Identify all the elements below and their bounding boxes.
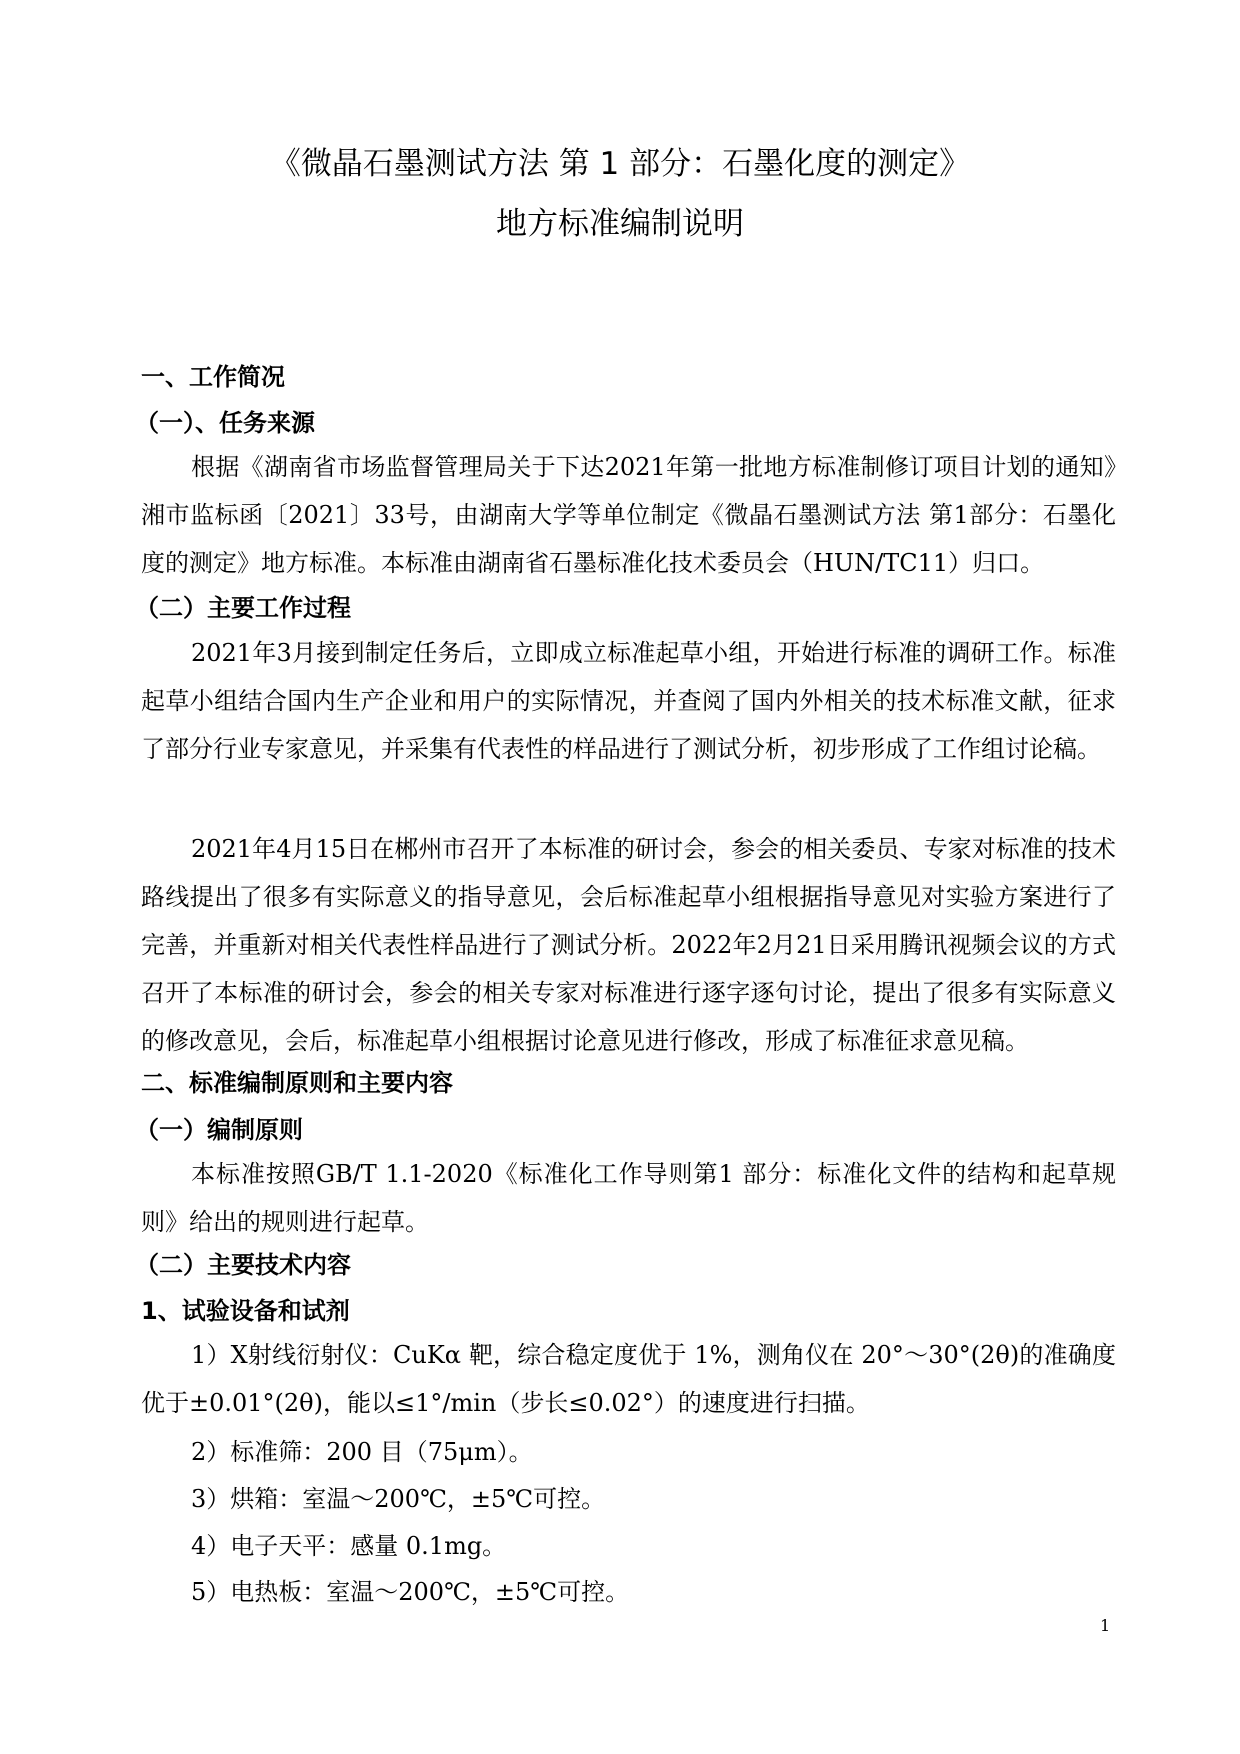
section-heading-2: 二、标准编制原则和主要内容 bbox=[141, 1069, 453, 1097]
page-number: 1 bbox=[1100, 1616, 1111, 1635]
paragraph-work-process-1: 2021年3月接到制定任务后，立即成立标准起草小组，开始进行标准的调研工作。标准起草小组结合国内生产企业和用户的实际情况，并查阅了国内外相关的技术标准文献，征求了部分行业专家意见，并采集有代表性的样品进行了测试分析，初步形成了工作组讨论稿。 bbox=[141, 639, 1116, 763]
subsection-heading-task-source: （一）、任务来源 bbox=[135, 409, 315, 437]
subsection-heading-technical-content: （二）主要技术内容 bbox=[135, 1251, 351, 1279]
paragraph-principles: 本标准按照GB/T 1.1-2020《标准化工作导则第1 部分：标准化文件的结构和起草规则》给出的规则进行起草。 bbox=[141, 1160, 1116, 1236]
section-heading-1: 一、工作简况 bbox=[141, 363, 285, 391]
document-subtitle: 地方标准编制说明 bbox=[496, 206, 744, 242]
list-item-oven: 3）烘箱：室温～200℃，±5℃可控。 bbox=[191, 1485, 606, 1513]
list-item-hotplate: 5）电热板：室温～200℃，±5℃可控。 bbox=[191, 1578, 630, 1606]
list-item-xrd: 1）X射线衍射仪：CuKα 靶，综合稳定度优于 1%，测角仪在 20°～30°(2θ)的准确度优于±0.01°(2θ)，能以≤1°/min（步长≤0.02°）的速度进行扫描。 bbox=[141, 1341, 1116, 1417]
subsection-heading-principles: （一）编制原则 bbox=[135, 1116, 303, 1144]
document-title: 《微晶石墨测试方法 第 1 部分：石墨化度的测定》 bbox=[269, 146, 971, 182]
list-item-balance: 4）电子天平：感量 0.1mg。 bbox=[191, 1532, 507, 1560]
item-heading-equipment: 1、试验设备和试剂 bbox=[141, 1297, 350, 1325]
paragraph-task-source: 根据《湖南省市场监督管理局关于下达2021年第一批地方标准制修订项目计划的通知》湘市监标函〔2021〕33号，由湖南大学等单位制定《微晶石墨测试方法 第1部分：石墨化度的测定》地方标准。本标准由湖南省石墨标准化技术委员会（HUN/TC11）归口。 bbox=[141, 453, 1116, 577]
subsection-heading-work-process: （二）主要工作过程 bbox=[135, 594, 351, 622]
list-item-sieve: 2）标准筛：200 目（75μm）。 bbox=[191, 1438, 533, 1466]
paragraph-work-process-2: 2021年4月15日在郴州市召开了本标准的研讨会，参会的相关委员、专家对标准的技术路线提出了很多有实际意义的指导意见，会后标准起草小组根据指导意见对实验方案进行了完善，并重新对相关代表性样品进行了测试分析。2022年2月21日采用腾讯视频会议的方式召开了本标准的研讨会，参会的相关专家对标准进行逐字逐句讨论，提出了很多有实际意义的修改意见，会后，标准起草小组根据讨论意见进行修改，形成了标准征求意见稿。 bbox=[141, 835, 1116, 1055]
